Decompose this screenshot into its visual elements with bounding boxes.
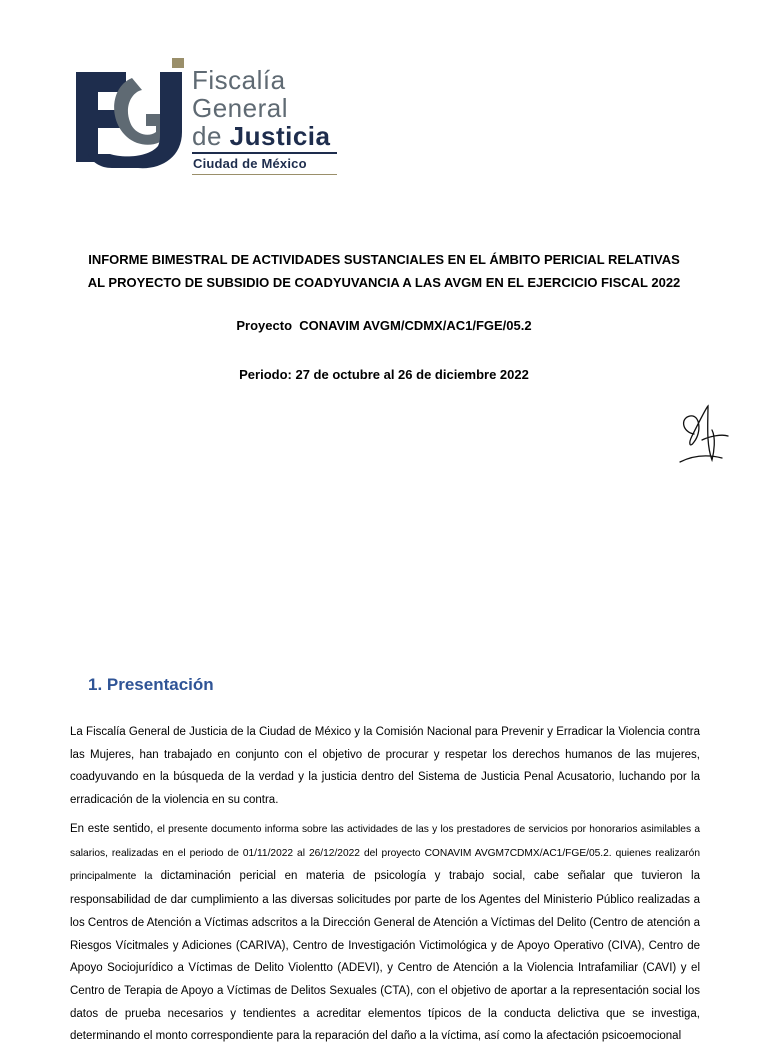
project-code: Proyecto CONAVIM AVGM/CDMX/AC1/FGE/05.2 — [236, 318, 532, 333]
paragraph-2 — [70, 818, 700, 1048]
paragraph-2-small: el presente documento informa sobre las actividades de las y los prestadores de servicios por honorarios asimilables a salarios, realizadas en el periodo de 01/11/2022 al 26/12/2022 del proyecto CONAVIM AVGM7CDMX/AC1/FGE/05.2. quienes realizarón principalmente la — [70, 824, 700, 883]
handwritten-signature — [672, 404, 732, 466]
logo-line-justicia: de Justicia — [192, 121, 331, 151]
logo-line-general: General — [192, 93, 288, 123]
logo-wordmark — [192, 66, 330, 150]
paragraph-2-lead: En este sentido, — [70, 823, 157, 835]
report-period: Periodo: 27 de octubre al 26 de diciembre 2022 — [239, 367, 529, 382]
title-line-1: INFORME BIMESTRAL DE ACTIVIDADES SUSTANCIALES EN EL ÁMBITO PERICIAL RELATIVAS — [88, 252, 680, 267]
logo-line-fiscalia: Fiscalía — [192, 65, 286, 95]
title-line-2: AL PROYECTO DE SUBSIDIO DE COADYUVANCIA A LAS AVGM EN EL EJERCICIO FISCAL 2022 — [87, 275, 681, 290]
paragraph-2-rest: dictaminación pericial en materia de psicología y trabajo social, cabe señalar que tuvieron la responsabilidad de dar cumplimiento a las diversas solicitudes por parte de los Agentes del Ministerio Público realizadas a los Centros de Atención a Víctimas adscritos a la Dirección General de Atención a Víctimas del Delito (Centro de atención a Riesgos Vícitmales y Adiciones (CARIVA), Centro de Investigación Victimológica y de Apoyo Operativo (CIVA), Centro de Apoyo Sociojurídico a Víctimas de Delito Violentto (ADEVI), y Centro de Atención a la Violencia Intrafamiliar (CAVI) y el Centro de Terapia de Apoyo a Víctimas de Delitos Sexuales (CTA), con el objetivo de aportar a la representación social los datos de prueba necesarios y tendientes a acreditar elementos típicos de la conducta delictiva que se investiga, determinando el monto correspondiente para la reparación del daño a la víctima, así como la afectación psicoemocional — [70, 870, 700, 1043]
logo-city: Ciudad de México — [193, 156, 307, 171]
section-heading: 1. Presentación — [88, 675, 214, 694]
document-title — [40, 248, 728, 294]
logo-underline — [192, 174, 337, 175]
paragraph-1: La Fiscalía General de Justicia de la Ciudad de México y la Comisión Nacional para Prevenir y Erradicar la Violencia contra las Mujeres, han trabajado en conjunto con el objetivo de procurar y respetar los derechos humanos de las mujeres, coadyuvando en la búsqueda de la verdad y la justicia dentro del Sistema de Justicia Penal Acusatorio, luchando por la erradicación de la violencia en su contra. — [70, 726, 700, 807]
logo-divider — [192, 152, 337, 154]
